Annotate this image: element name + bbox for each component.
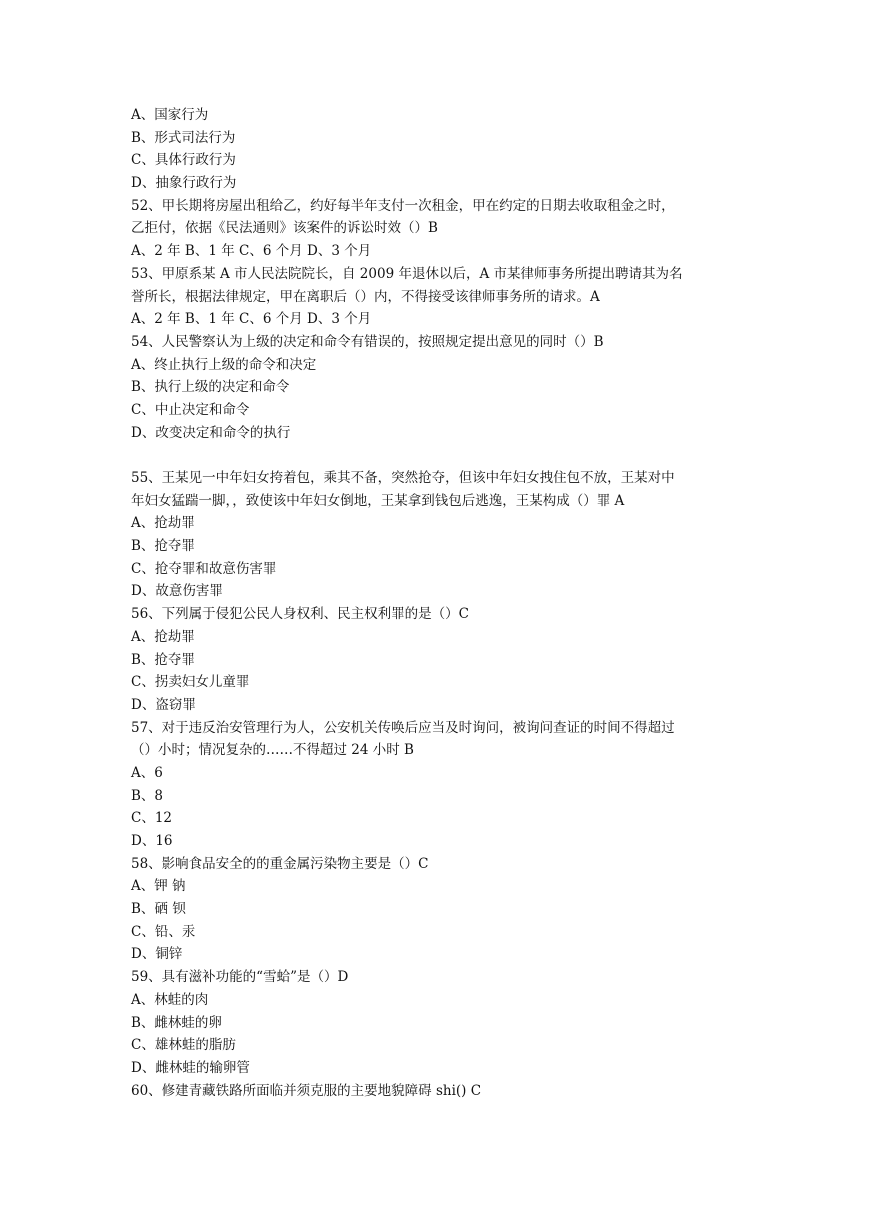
text-line: 56、下列属于侵犯公民人身权利、民主权利罪的是（）C (131, 606, 470, 623)
text-line: A、钾 钠 (131, 878, 186, 895)
text-line: A、2 年 B、1 年 C、6 个月 D、3 个月 (131, 243, 372, 260)
text-line: B、抢夺罪 (131, 651, 195, 668)
text-line: B、执行上级的决定和命令 (131, 379, 290, 396)
text-line: A、6 (131, 764, 163, 781)
text-line: D、16 (131, 833, 173, 849)
text-line: 58、影响食品安全的的重金属污染物主要是（）C (131, 855, 429, 872)
text-line: D、铜锌 (131, 946, 183, 963)
text-line: D、抽象行政行为 (131, 175, 237, 192)
text-line: C、12 (131, 810, 173, 827)
text-line: C、中止决定和命令 (131, 401, 250, 418)
text-line: C、铅、汞 (131, 923, 196, 940)
text-line: C、雄林蛙的脂肪 (131, 1037, 236, 1054)
text-line: D、故意伤害罪 (131, 583, 223, 600)
text-line: 55、王某见一中年妇女挎着包，乘其不备，突然抢夺，但该中年妇女拽住包不放，王某对中 (131, 470, 675, 486)
text-line: A、终止执行上级的命令和决定 (131, 356, 317, 373)
text-line: D、改变决定和命令的执行 (131, 424, 291, 441)
text-line: 年妇女猛踹一脚，，致使该中年妇女倒地，王某拿到钱包后逃逸，王某构成（）罪 A (131, 492, 625, 509)
text-line: A、抢劫罪 (131, 628, 195, 645)
text-line: 53、甲原系某 A 市人民法院院长，自 2009 年退休以后，A 市某律师事务所提出聘请其为名 (131, 265, 683, 282)
text-line: 59、具有滋补功能的“雪蛤”是（）D (131, 969, 349, 986)
text-line: （）小时；情况复杂的……不得超过 24 小时 B (131, 742, 414, 759)
text-line: B、雌林蛙的卵 (131, 1014, 222, 1031)
text-line: A、抢劫罪 (131, 515, 195, 532)
text-line: A、国家行为 (131, 107, 209, 123)
text-line: D、盗窃罪 (131, 696, 196, 713)
text-line: B、形式司法行为 (131, 129, 236, 146)
text-line: 57、对于违反治安管理行为人，公安机关传唤后应当及时询问，被询问查证的时间不得超过 (131, 719, 675, 736)
text-line: B、硒 钡 (131, 901, 186, 918)
text-line: 誉所长，根据法律规定，甲在离职后（）内，不得接受该律师事务所的请求。A (131, 288, 600, 305)
text-line: C、抢夺罪和故意伤害罪 (131, 560, 277, 577)
text-line: 54、人民警察认为上级的决定和命令有错误的，按照规定提出意见的同时（）B (131, 333, 604, 350)
paragraph-gap (131, 444, 751, 467)
text-line: B、抢夺罪 (131, 538, 195, 555)
text-line: A、2 年 B、1 年 C、6 个月 D、3 个月 (131, 311, 372, 328)
text-line: B、8 (131, 787, 164, 804)
document-body (131, 104, 751, 1102)
text-line: 60、修建青藏铁路所面临并须克服的主要地貌障碍 shi() C (131, 1082, 482, 1099)
text-line: 乙拒付，依据《民法通则》该案件的诉讼时效（）B (131, 220, 438, 237)
text-line: 52、甲长期将房屋出租给乙，约好每半年支付一次租金，甲在约定的日期去收取租金之时， (131, 197, 675, 214)
text-line: A、林蛙的肉 (131, 991, 209, 1008)
text-line: D、雌林蛙的输卵管 (131, 1059, 250, 1076)
text-line: C、拐卖妇女儿童罪 (131, 674, 250, 691)
text-line: C、具体行政行为 (131, 152, 236, 169)
